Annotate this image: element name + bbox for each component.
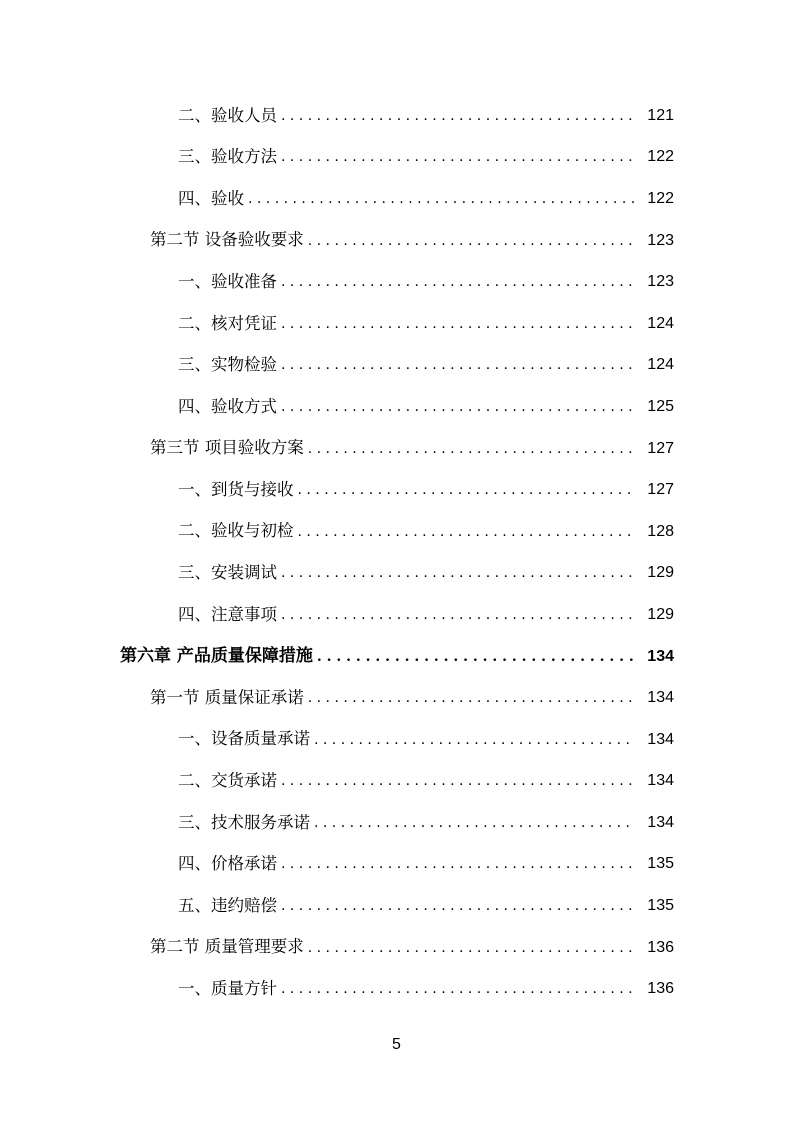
- toc-entry[interactable]: [0, 844, 793, 886]
- toc-entry[interactable]: [0, 719, 793, 761]
- toc-entry-page: 134: [647, 730, 674, 748]
- toc-leader-dots: [308, 234, 634, 248]
- toc-section-entry[interactable]: [0, 428, 793, 470]
- toc-section-entry[interactable]: [0, 677, 793, 719]
- toc-entry[interactable]: [0, 137, 793, 179]
- toc-leader-dots: [314, 733, 634, 747]
- toc-entry-title: 第二节 质量管理要求: [150, 937, 304, 957]
- toc-entry[interactable]: [0, 95, 793, 137]
- toc-section-entry[interactable]: [0, 220, 793, 262]
- toc-leader-dots: [298, 525, 635, 539]
- page-number: 5: [392, 1036, 401, 1053]
- toc-leader-dots: [281, 774, 634, 788]
- toc-leader-dots: [308, 941, 634, 955]
- toc-entry[interactable]: [0, 386, 793, 428]
- toc-entry[interactable]: [0, 261, 793, 303]
- toc-entry-page: 125: [647, 397, 674, 415]
- toc-entry-page: 122: [647, 189, 674, 207]
- toc-entry-title: 一、验收准备: [178, 271, 277, 291]
- toc-entry-page: 128: [647, 522, 674, 540]
- toc-entry-page: 122: [647, 148, 674, 166]
- toc-entry-page: 124: [647, 356, 674, 374]
- toc-entry[interactable]: [0, 802, 793, 844]
- toc-entry-page: 134: [647, 813, 674, 831]
- toc-entry[interactable]: [0, 761, 793, 803]
- toc-entry-title: 四、验收: [178, 188, 244, 208]
- toc-entry[interactable]: [0, 345, 793, 387]
- toc-entry-page: 127: [647, 439, 674, 457]
- toc-leader-dots: [281, 899, 634, 913]
- toc-leader-dots: [281, 358, 634, 372]
- toc-entry[interactable]: [0, 885, 793, 927]
- toc-entry-title: 四、验收方式: [178, 396, 277, 416]
- toc-entry-title: 第二节 设备验收要求: [150, 230, 304, 250]
- toc-entry-page: 134: [647, 647, 674, 665]
- toc-chapter-entry[interactable]: [0, 636, 793, 678]
- toc-entry-page: 134: [647, 689, 674, 707]
- toc-leader-dots: [281, 109, 634, 123]
- toc-entry-title: 五、违约赔偿: [178, 895, 277, 915]
- toc-entry-page: 129: [647, 605, 674, 623]
- toc-leader-dots: [248, 192, 634, 206]
- toc-leader-dots: [314, 816, 634, 830]
- toc-entry[interactable]: [0, 469, 793, 511]
- toc-entry[interactable]: [0, 968, 793, 1010]
- toc-entry-page: 135: [647, 897, 674, 915]
- toc-leader-dots: [281, 275, 634, 289]
- toc-entry-title: 第三节 项目验收方案: [150, 438, 304, 458]
- toc-entry-page: 134: [647, 772, 674, 790]
- toc-entry-title: 二、验收与初检: [178, 521, 294, 541]
- toc-leader-dots: [281, 982, 634, 996]
- toc-entry-title: 三、技术服务承诺: [178, 812, 310, 832]
- toc-section-entry[interactable]: [0, 927, 793, 969]
- toc-entry-title: 二、交货承诺: [178, 771, 277, 791]
- toc-entry-title: 一、质量方针: [178, 979, 277, 999]
- toc-entry[interactable]: [0, 178, 793, 220]
- toc-entry-page: 127: [647, 481, 674, 499]
- toc-leader-dots: [281, 566, 634, 580]
- toc-entry[interactable]: [0, 594, 793, 636]
- toc-entry[interactable]: [0, 553, 793, 595]
- toc-entry-title: 四、价格承诺: [178, 854, 277, 874]
- toc-entry-title: 二、验收人员: [178, 105, 277, 125]
- toc-entry[interactable]: [0, 303, 793, 345]
- toc-entry-title: 第六章 产品质量保障措施: [120, 646, 313, 667]
- toc-entry-page: 136: [647, 938, 674, 956]
- toc-entry-page: 123: [647, 231, 674, 249]
- toc-leader-dots: [281, 317, 634, 331]
- toc-entry-title: 四、注意事项: [178, 604, 277, 624]
- toc-entry-title: 一、到货与接收: [178, 479, 294, 499]
- toc-leader-dots: [281, 150, 634, 164]
- toc-leader-dots: [281, 857, 634, 871]
- toc-entry-title: 第一节 质量保证承诺: [150, 687, 304, 707]
- toc-leader-dots: [308, 442, 634, 456]
- toc-entry-title: 三、安装调试: [178, 563, 277, 583]
- toc-leader-dots: [281, 400, 634, 414]
- toc-entry-page: 123: [647, 273, 674, 291]
- toc-entry-page: 124: [647, 314, 674, 332]
- toc-entry-page: 121: [647, 106, 674, 124]
- toc-leader-dots: [281, 608, 634, 622]
- toc-entry-page: 136: [647, 980, 674, 998]
- toc-entry-title: 二、核对凭证: [178, 313, 277, 333]
- toc-entry[interactable]: [0, 511, 793, 553]
- toc-entry-page: 135: [647, 855, 674, 873]
- toc-entry-title: 三、验收方法: [178, 147, 277, 167]
- toc-entry-page: 129: [647, 564, 674, 582]
- toc-leader-dots: [308, 691, 634, 705]
- toc-leader-dots: [317, 650, 634, 664]
- table-of-contents: [0, 95, 793, 1010]
- toc-entry-title: 一、设备质量承诺: [178, 729, 310, 749]
- toc-entry-title: 三、实物检验: [178, 355, 277, 375]
- toc-leader-dots: [298, 483, 635, 497]
